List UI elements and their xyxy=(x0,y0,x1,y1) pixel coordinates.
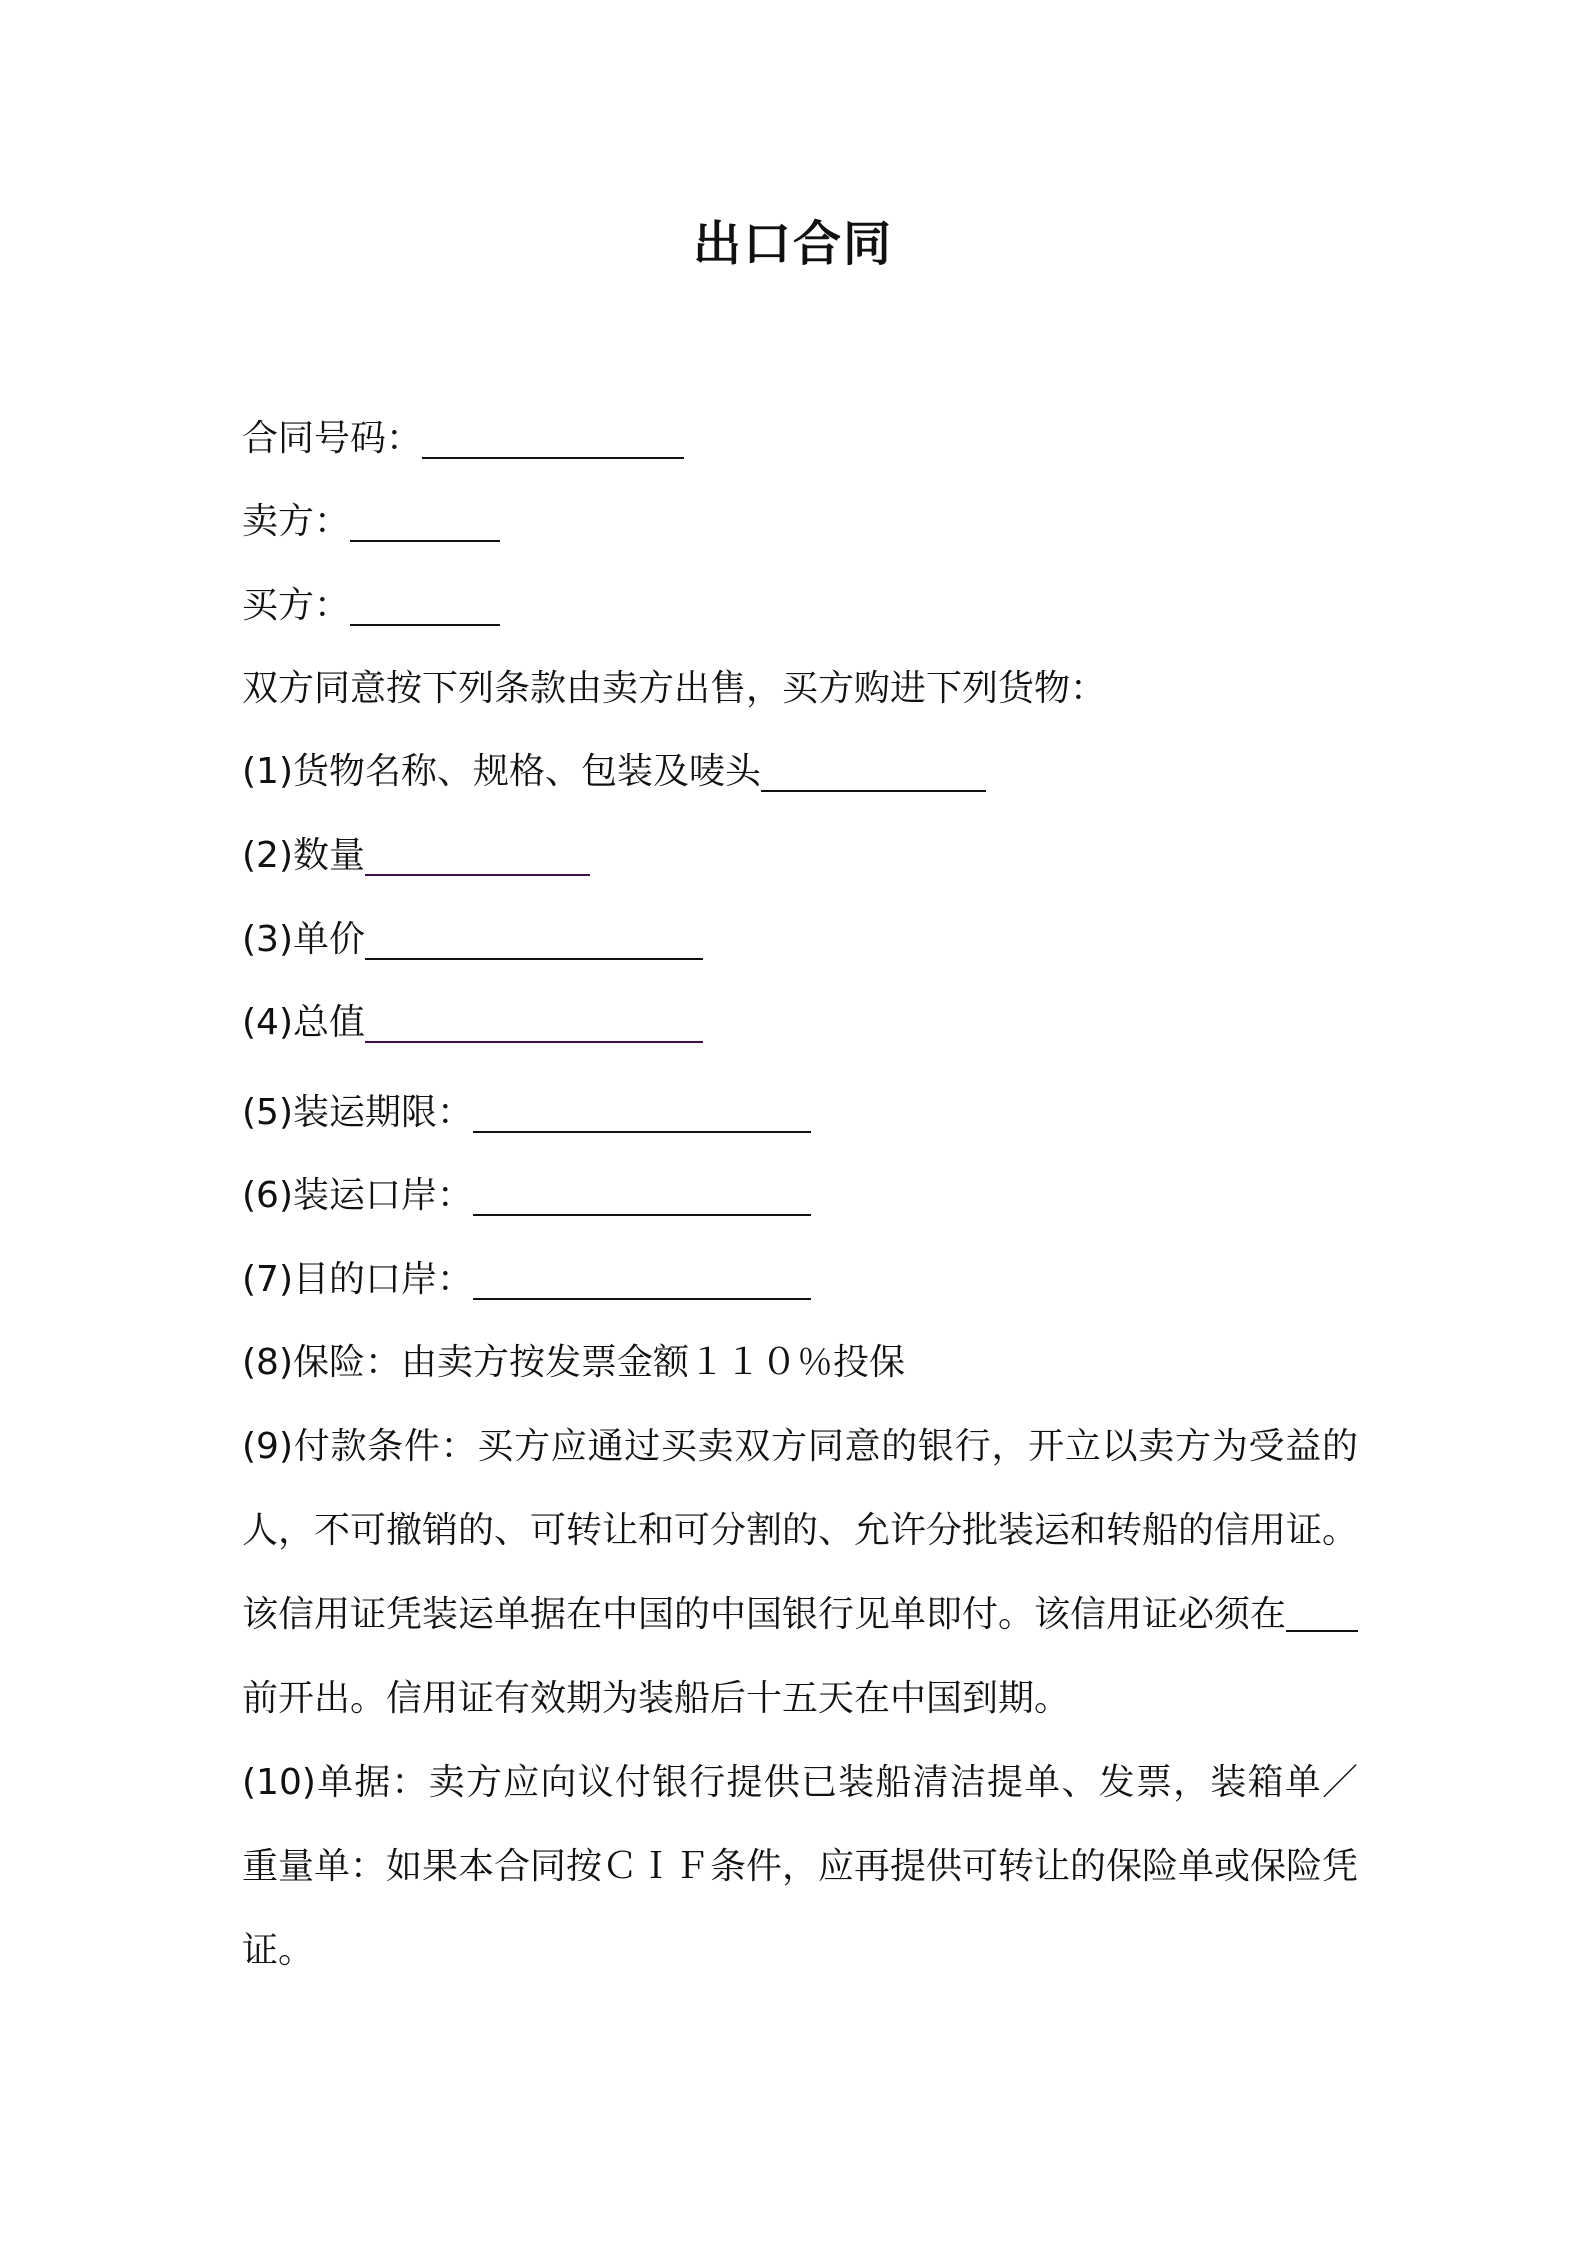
item6-label: (6)装运口岸： xyxy=(242,1175,473,1216)
item6-line xyxy=(242,1172,811,1220)
item5-line xyxy=(242,1089,811,1137)
item5-blank[interactable] xyxy=(473,1093,811,1133)
item8-line: (8)保险：由卖方按发票金额１１０％投保 xyxy=(242,1342,905,1383)
item6-blank[interactable] xyxy=(473,1176,811,1216)
clause9-paragraph xyxy=(242,1405,1358,1741)
item2-line xyxy=(242,832,590,880)
item1-blank[interactable] xyxy=(761,752,986,792)
item3-blank[interactable] xyxy=(365,920,703,960)
clause9-text-part1: (9)付款条件：买方应通过买卖双方同意的银行，开立以卖方为受益的人，不可撤销的、可转让和可分割的、允许分批装运和转船的信用证。该信用证凭装运单据在中国的中国银行见单即付。该信用证必须在 xyxy=(242,1426,1359,1635)
item4-label: (4)总值 xyxy=(242,1002,365,1043)
item4-line xyxy=(242,999,703,1047)
contract-number-line xyxy=(242,415,684,463)
item2-blank[interactable] xyxy=(365,836,590,876)
buyer-line xyxy=(242,582,500,630)
clause9-date-blank[interactable] xyxy=(1286,1592,1358,1632)
document-title: 出口合同 xyxy=(692,216,893,272)
clause10-paragraph: (10)单据：卖方应向议付银行提供已装船清洁提单、发票，装箱单／重量单：如果本合同按ＣＩＦ条件，应再提供可转让的保险单或保险凭证。 xyxy=(242,1762,1359,1971)
item7-blank[interactable] xyxy=(473,1260,811,1300)
item3-line xyxy=(242,916,703,964)
item3-label: (3)单价 xyxy=(242,919,365,960)
clause9-text-part2: 前开出。信用证有效期为装船后十五天在中国到期。 xyxy=(242,1678,1071,1719)
item1-line xyxy=(242,748,986,796)
seller-blank[interactable] xyxy=(350,502,500,542)
seller-label: 卖方： xyxy=(242,501,351,542)
item7-line xyxy=(242,1256,811,1304)
item5-label: (5)装运期限： xyxy=(242,1092,473,1133)
item1-label: (1)货物名称、规格、包装及唛头 xyxy=(242,751,761,792)
seller-line xyxy=(242,498,500,546)
contract-number-blank[interactable] xyxy=(422,419,684,459)
buyer-blank[interactable] xyxy=(350,586,500,626)
buyer-label: 买方： xyxy=(242,585,351,626)
intro-line: 双方同意按下列条款由卖方出售，买方购进下列货物： xyxy=(242,668,1107,709)
item4-blank[interactable] xyxy=(365,1003,703,1043)
contract-number-label: 合同号码： xyxy=(242,418,423,459)
item2-label: (2)数量 xyxy=(242,835,365,876)
item7-label: (7)目的口岸： xyxy=(242,1259,473,1300)
